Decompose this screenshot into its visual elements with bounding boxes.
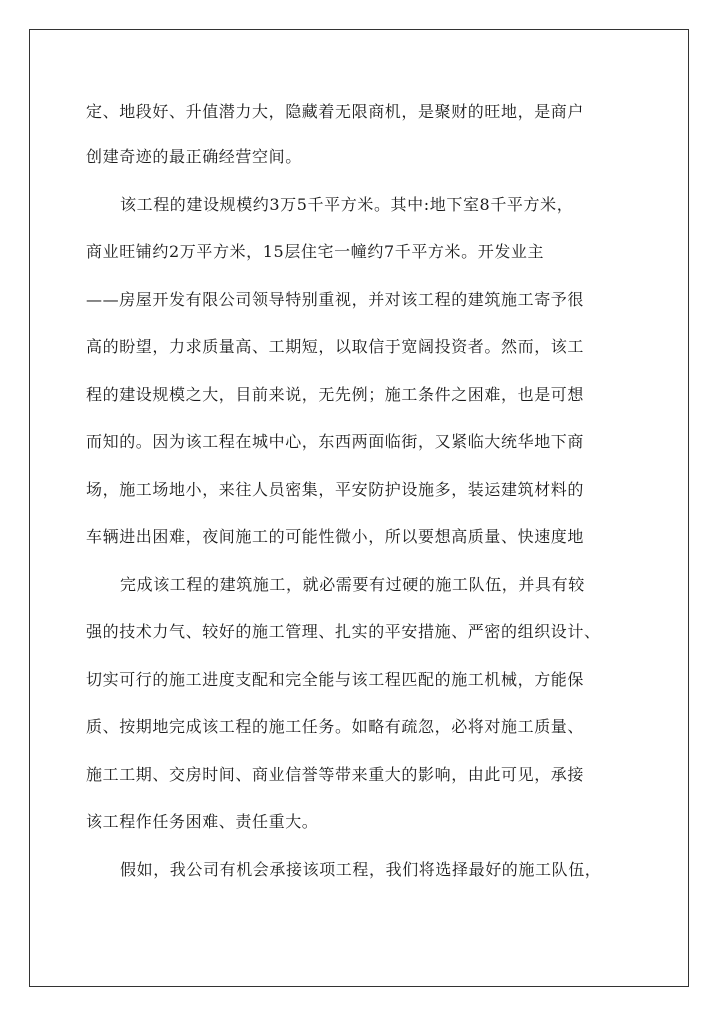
text-line-3: 该工程的建设规模约3万5千平方米。其中:地下室8千平方米， [120,195,574,214]
text-line-4: 商业旺铺约2万平方米，15层住宅一幢约7千平方米。开发业主 [86,242,545,261]
page-border [29,29,689,987]
text-line-10: 车辆进出困难，夜间施工的可能性微小，所以要想高质量、快速度地 [86,527,585,546]
text-line-8: 而知的。因为该工程在城中心，东西两面临街，又紧临大统华地下商 [86,432,585,451]
text-line-9: 场，施工场地小，来往人员密集，平安防护设施多，装运建筑材料的 [86,480,585,499]
text-line-16: 该工程作任务困难、责任重大。 [86,812,319,831]
text-line-7: 程的建设规模之大，目前来说，无先例；施工条件之困难，也是可想 [86,385,585,404]
text-line-12: 强的技术力气、较好的施工管理、扎实的平安措施、严密的组织设计、 [86,622,601,641]
text-line-6: 高的盼望，力求质量高、工期短，以取信于宽阔投资者。然而，该工 [86,337,585,356]
text-line-1: 定、地段好、升值潜力大，隐藏着无限商机，是聚财的旺地，是商户 [86,102,585,121]
text-line-11: 完成该工程的建筑施工，就必需要有过硬的施工队伍，并具有较 [120,575,585,594]
text-line-15: 施工工期、交房时间、商业信誉等带来重大的影响，由此可见，承接 [86,765,585,784]
text-line-14: 质、按期地完成该工程的施工任务。如略有疏忽，必将对施工质量、 [86,717,585,736]
text-line-13: 切实可行的施工进度支配和完全能与该工程匹配的施工机械，方能保 [86,670,585,689]
text-line-17: 假如，我公司有机会承接该项工程，我们将选择最好的施工队伍， [120,860,602,879]
text-line-5: ——房屋开发有限公司领导特别重视，并对该工程的建筑施工寄予很 [86,290,585,309]
text-line-2: 创建奇迹的最正确经营空间。 [86,147,302,166]
